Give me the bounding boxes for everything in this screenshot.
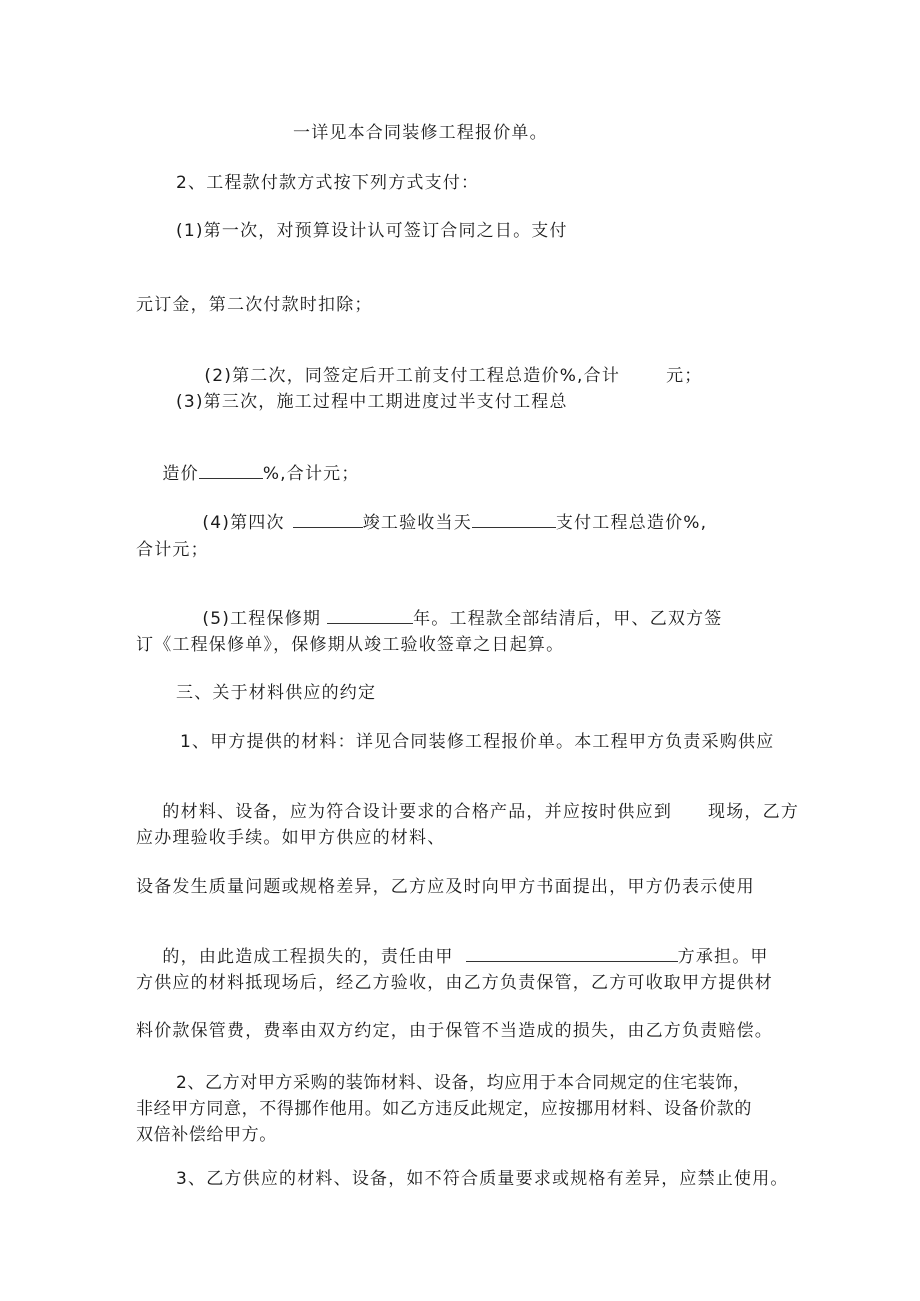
- text-segment: 方承担。甲: [677, 947, 769, 967]
- fill-in-blank: [466, 947, 678, 962]
- text-line: 料价款保管费，费率由双方约定，由于保管不当造成的损失，由乙方负责赔偿。: [136, 1021, 773, 1041]
- fill-in-blank: [199, 464, 263, 479]
- text-line: 方供应的材料抵现场后，经乙方验收，由乙方负责保管，乙方可收取甲方提供材: [136, 973, 773, 993]
- text-segment: 的材料、设备，应为符合设计要求的合格产品，并应按时供应到: [162, 802, 673, 822]
- text-line: 订《工程保修单》，保修期从竣工验收签章之日起算。: [136, 635, 565, 655]
- text-segment: (4)第四次: [202, 513, 285, 533]
- text-line: 设备发生质量问题或规格差异，乙方应及时向甲方书面提出，甲方仍表示使用: [136, 877, 755, 897]
- text-segment: (5)工程保修期: [202, 609, 322, 629]
- fill-in-blank: [327, 609, 413, 624]
- text-segment: 支付工程总造价%,: [555, 513, 708, 533]
- text-segment: 年。工程款全部结清后，甲、乙双方签: [413, 609, 723, 629]
- text-line: 双倍补偿给甲方。: [136, 1125, 277, 1145]
- text-line: 1、甲方提供的材料：详见合同装修工程报价单。本工程甲方负责采购供应: [180, 732, 775, 752]
- text-line: 合计元；: [136, 540, 209, 560]
- text-line: (1)第一次，对预算设计认可签订合同之日。支付: [176, 221, 568, 241]
- text-segment: 的，由此造成工程损失的，责任由甲: [162, 947, 454, 967]
- fill-in-blank: [472, 513, 556, 528]
- text-line: 2、乙方对甲方采购的装饰材料、设备，均应用于本合同规定的住宅装饰，: [176, 1073, 751, 1093]
- fill-in-blank: [293, 513, 363, 528]
- text-line: 3、乙方供应的材料、设备，如不符合质量要求或规格有差异，应禁止使用。: [176, 1169, 789, 1189]
- text-line: 一详见本合同装修工程报价单。: [293, 123, 548, 143]
- text-segment: 现场，乙方: [708, 802, 800, 822]
- text-segment: %,合计元；: [262, 464, 360, 484]
- text-segment: 元；: [666, 366, 703, 386]
- text-line: 元订金，第二次付款时扣除；: [136, 295, 373, 315]
- text-line: 2、工程款付款方式按下列方式支付：: [176, 173, 480, 193]
- text-line: (3)第三次，施工过程中工期进度过半支付工程总: [176, 392, 568, 412]
- text-line: [176, 490, 707, 556]
- text-line: 非经甲方同意，不得挪作他用。如乙方违反此规定，应按挪用材料、设备价款的: [136, 1099, 752, 1119]
- text-segment: 造价: [162, 464, 199, 484]
- text-line: 应办理验收手续。如甲方供应的材料、: [136, 828, 446, 848]
- section-heading: 三、关于材料供应的约定: [176, 683, 377, 703]
- text-segment: 竣工验收当天: [362, 513, 472, 533]
- text-segment: (2)第二次，同签定后开工前支付工程总造价%,合计: [204, 366, 621, 386]
